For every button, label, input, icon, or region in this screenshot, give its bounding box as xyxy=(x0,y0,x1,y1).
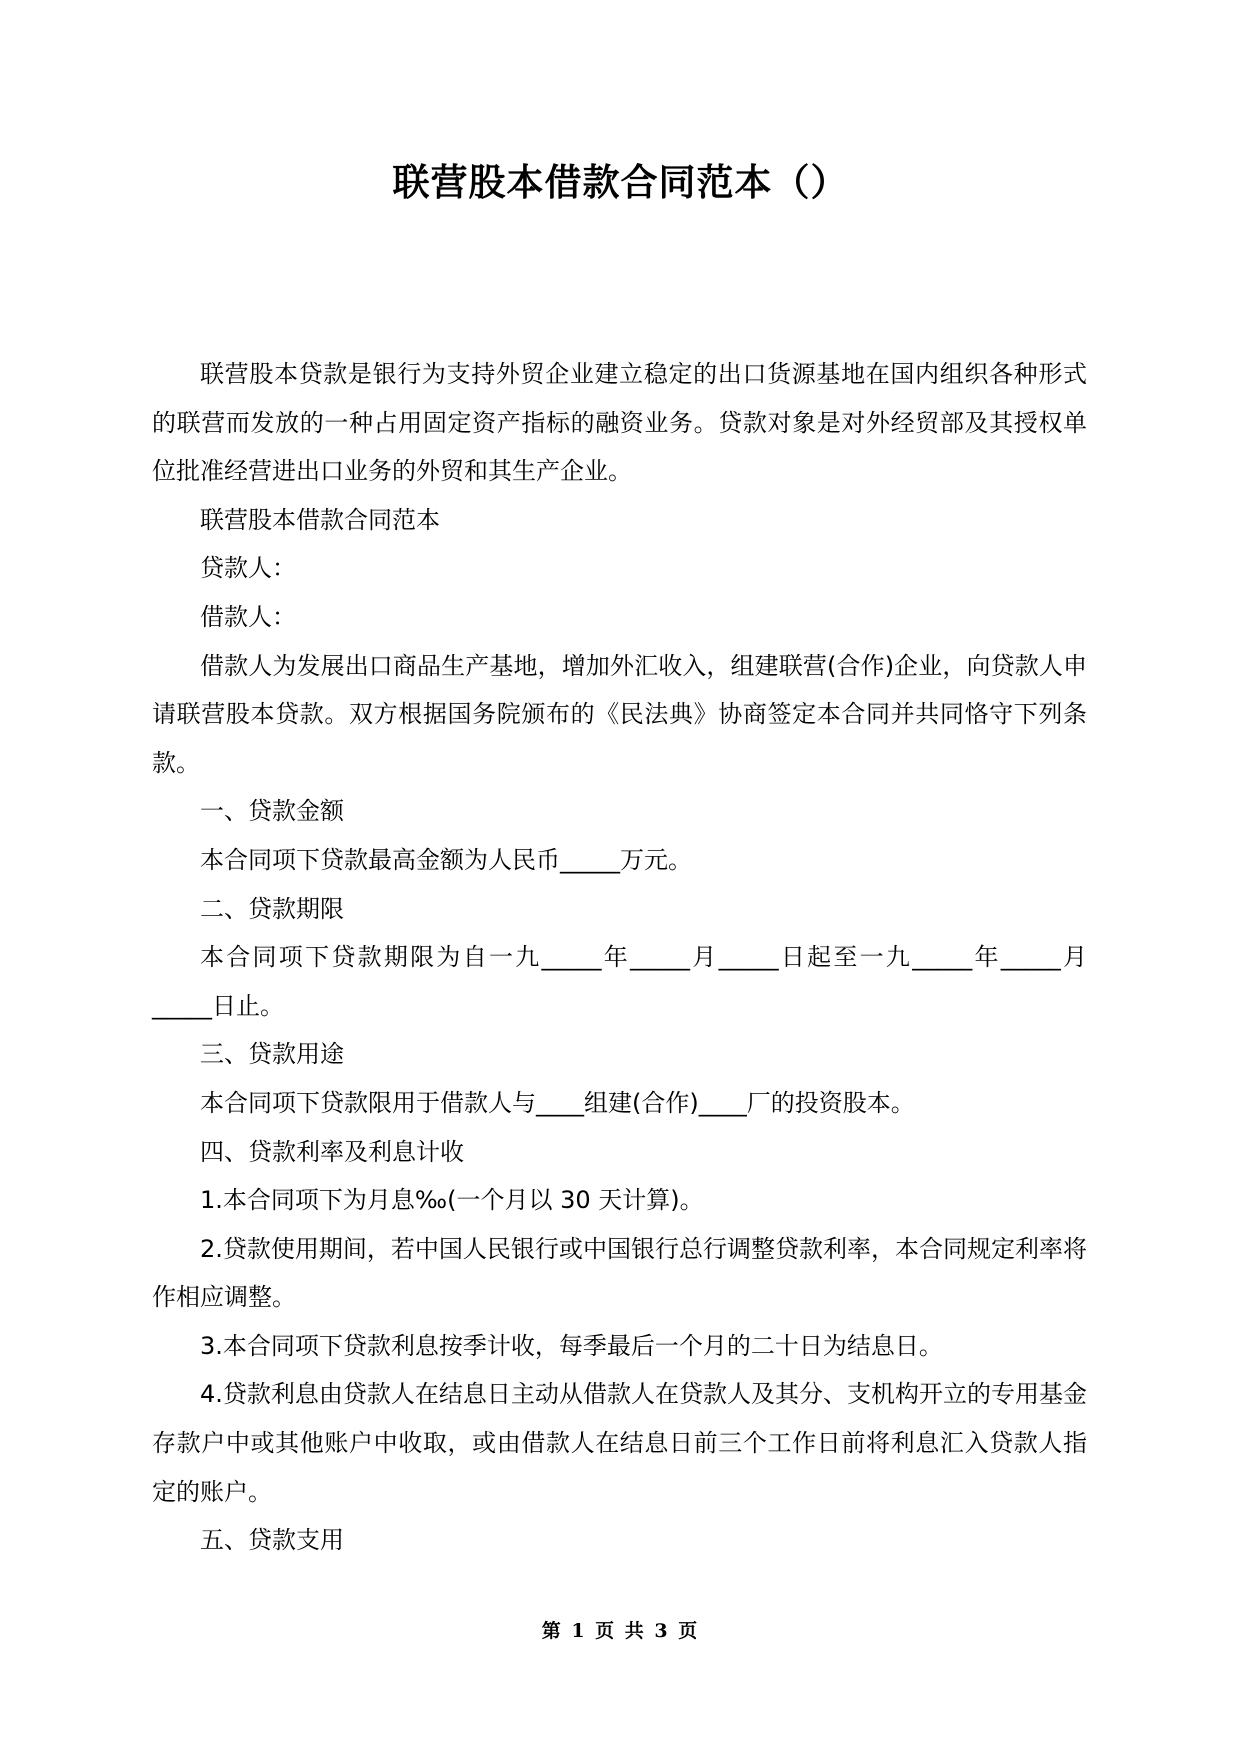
paragraph-amount: 本合同项下贷款最高金额为人民币_____万元。 xyxy=(200,845,692,874)
page-number-footer: 第 1 页 共 3 页 xyxy=(541,1620,700,1642)
document-body xyxy=(152,350,1087,1565)
paragraph-interest-3: 3.本合同项下贷款利息按季计收，每季最后一个月的二十日为结息日。 xyxy=(200,1331,943,1360)
section-heading-purpose: 三、贷款用途 xyxy=(200,1040,344,1069)
paragraph-borrower: 借款人： xyxy=(200,602,296,631)
section-heading-interest: 四、贷款利率及利息计收 xyxy=(200,1137,464,1166)
paragraph-interest-2: 2.贷款使用期间，若中国人民银行或中国银行总行调整贷款利率，本合同规定利率将作相应调整。 xyxy=(152,1234,1087,1312)
paragraph-intro: 联营股本贷款是银行为支持外贸企业建立稳定的出口货源基地在国内组织各种形式的联营而发放的一种占用固定资产指标的融资业务。贷款对象是对外经贸部及其授权单位批准经营进出口业务的外贸和其生产企业。 xyxy=(152,360,1087,486)
paragraph-interest-1: 1.本合同项下为月息‰(一个月以 30 天计算)。 xyxy=(200,1186,704,1215)
paragraph-term: 本合同项下贷款期限为自一九_____年_____月_____日起至一九_____年_____月_____日止。 xyxy=(152,943,1087,1020)
paragraph-purpose: 本合同项下贷款限用于借款人与____组建(合作)____厂的投资股本。 xyxy=(200,1088,915,1117)
paragraph-lender: 贷款人： xyxy=(200,554,296,583)
paragraph-subtitle: 联营股本借款合同范本 xyxy=(200,505,440,534)
paragraph-interest-4: 4.贷款利息由贷款人在结息日主动从借款人在贷款人及其分、支机构开立的专用基金存款户中或其他账户中收取，或由借款人在结息日前三个工作日前将利息汇入贷款人指定的账户。 xyxy=(152,1380,1087,1506)
section-heading-term: 二、贷款期限 xyxy=(200,894,344,923)
section-heading-amount: 一、贷款金额 xyxy=(200,797,344,826)
section-heading-disbursement: 五、贷款支用 xyxy=(200,1526,344,1555)
paragraph-preamble: 借款人为发展出口商品生产基地，增加外汇收入，组建联营(合作)企业，向贷款人申请联营股本贷款。双方根据国务院颁布的《民法典》协商签定本合同并共同恪守下列条款。 xyxy=(152,651,1087,777)
document-title: 联营股本借款合同范本（） xyxy=(392,161,849,204)
